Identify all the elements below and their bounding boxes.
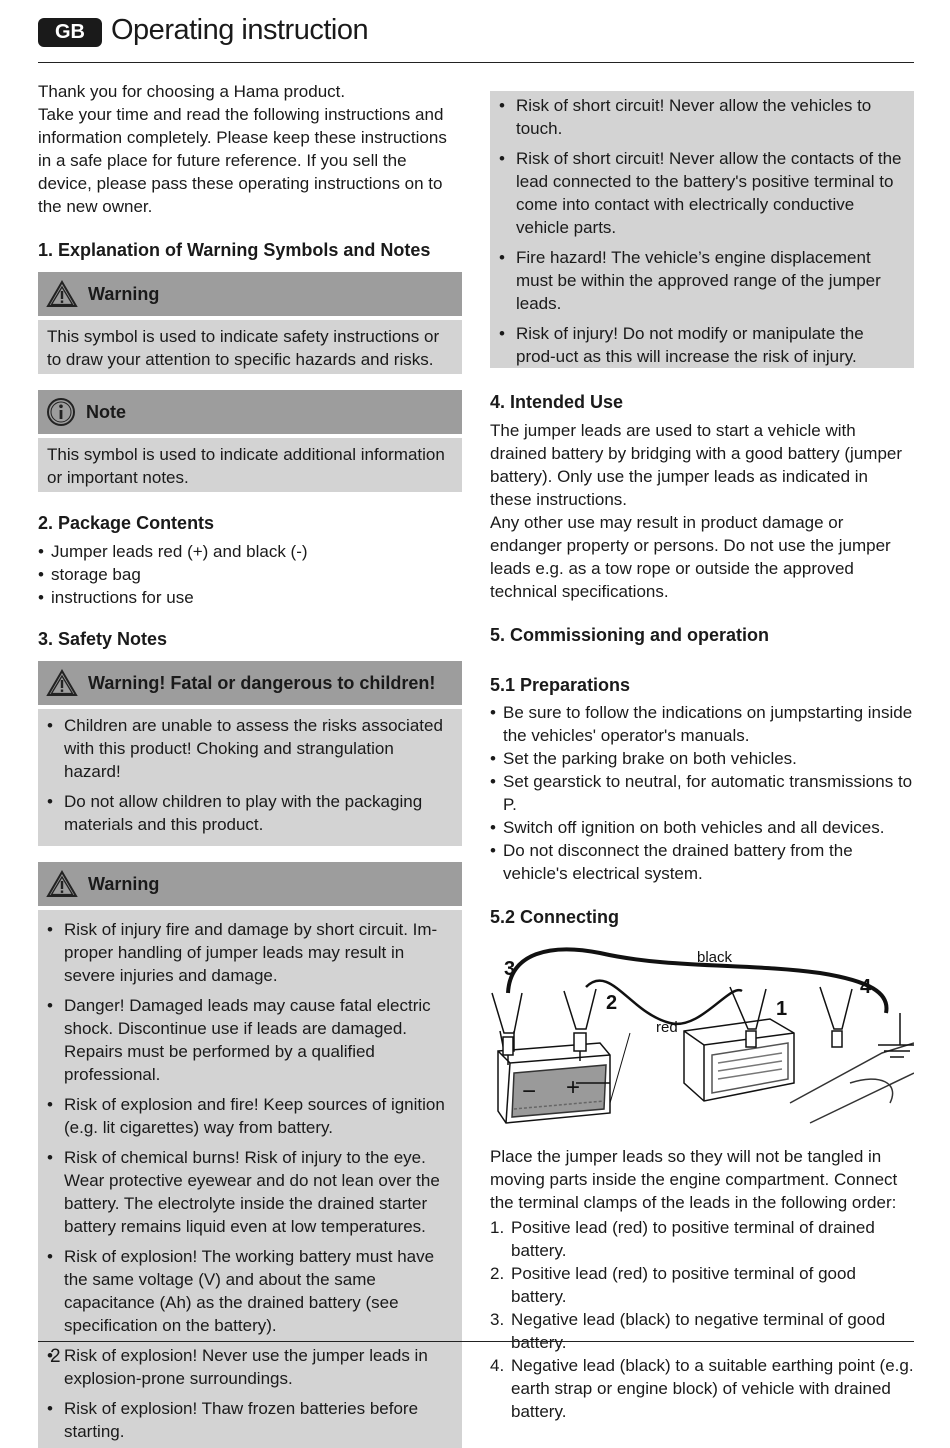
warning-triangle-icon — [46, 669, 78, 697]
intro-text: Thank you for choosing a Hama product. Take your time and read the following instructions and information completely. Please keep these instructions in a safe place for future reference. If you sell the device, please pass these operating instructions on to the new owner. — [38, 82, 447, 216]
drained-battery — [684, 1019, 794, 1101]
list-item: • Switch off ignition on both vehicles and all devices. — [490, 816, 914, 839]
info-circle-icon — [46, 397, 76, 427]
right-column — [490, 91, 914, 1423]
list-item: • instructions for use — [38, 586, 462, 609]
black-label: black — [697, 949, 733, 966]
preparations-list — [490, 701, 914, 885]
children-warning-list — [47, 714, 452, 836]
intended-use-text: The jumper leads are used to start a vehicle with drained battery by bridging with a good battery (jumper battery). Only use the jumper leads as indicated in these instructions. — [490, 421, 903, 509]
list-item: • Risk of short circuit! Never allow the vehicles to touch. — [499, 94, 904, 140]
list-item: • Danger! Damaged leads may cause fatal electric shock. Discontinue use if leads are damaged. Repairs must be performed by a qualified professional. — [47, 994, 452, 1086]
footer-rule — [38, 1341, 914, 1342]
list-item: • Risk of chemical burns! Risk of injury to the eye. Wear protective eyewear and do not lean over the battery. The electrolyte inside the drained starter battery remains liquid even at low temperatures. — [47, 1146, 452, 1238]
step-number: 4. — [490, 1356, 505, 1375]
warning-box-title — [38, 272, 462, 316]
list-item: • Be sure to follow the indications on jumpstarting inside the vehicles' operator's manuals. — [490, 701, 914, 747]
intended-use-text-2: Any other use may result in product damage or endanger property or persons. Do not use the jumper leads e.g. as a tow rope or outside the approved technical specifications. — [490, 513, 891, 601]
list-item: • Children are unable to assess the risks associated with this product! Choking and strangulation hazard! — [47, 714, 452, 783]
preparations-heading: 5.1 Preparations — [490, 675, 631, 695]
list-item: • Set gearstick to neutral, for automatic transmissions to P. — [490, 770, 914, 816]
section-5-heading: 5. Commissioning and operation — [490, 625, 770, 645]
note-label: Note — [86, 401, 126, 422]
safety-warning-continued — [490, 91, 914, 368]
step-text: Negative lead (black) to a suitable earthing point (e.g. earth strap or engine block) of vehicle with drained battery. — [511, 1356, 914, 1421]
step-number: 3. — [490, 1310, 505, 1329]
step-text: Positive lead (red) to positive terminal of good battery. — [511, 1264, 856, 1306]
list-item: • storage bag — [38, 563, 462, 586]
number-2-label: 2 — [606, 992, 618, 1014]
list-item: • Risk of injury! Do not modify or manipulate the prod-uct as this will increase the risk of injury. — [499, 322, 904, 368]
safety-warning-list — [47, 918, 452, 1443]
note-box-title — [38, 390, 462, 434]
page-header — [38, 12, 914, 63]
children-warning-title — [38, 661, 462, 705]
list-item: • Fire hazard! The vehicle’s engine displacement must be within the approved range of the jumper leads. — [499, 246, 904, 315]
number-1-label: 1 — [776, 998, 788, 1020]
package-contents-list — [38, 540, 462, 609]
page-number: 2 — [50, 1346, 61, 1367]
safety-warning-title — [38, 862, 462, 906]
step-text: Positive lead (red) to positive terminal of drained battery. — [511, 1218, 875, 1260]
clamp-4 — [820, 987, 852, 1047]
section-3-heading: 3. Safety Notes — [38, 629, 168, 649]
section-2-heading: 2. Package Contents — [38, 513, 215, 533]
page-title: Operating instruction — [111, 14, 369, 46]
step-number: 2. — [490, 1264, 505, 1283]
children-warning-label: Warning! Fatal or dangerous to children! — [88, 672, 436, 693]
red-label: red — [656, 1019, 678, 1036]
list-item: • Risk of explosion! Thaw frozen batteries before starting. — [47, 1397, 452, 1443]
list-item — [490, 1216, 914, 1262]
list-item: • Risk of explosion! The working battery must have the same voltage (V) and about the same capacitance (Ah) as the drained battery (see specification on the battery). — [47, 1245, 452, 1337]
list-item: • Risk of explosion! Never use the jumper leads in explosion-prone surroundings. — [47, 1344, 452, 1390]
safety-warning-box — [38, 862, 462, 1448]
list-item: • Set the parking brake on both vehicles. — [490, 747, 914, 770]
safety-warning-list-continued — [499, 94, 904, 368]
number-3-label: 3 — [504, 958, 516, 980]
connecting-heading: 5.2 Connecting — [490, 907, 620, 927]
number-4-label: 4 — [860, 976, 872, 998]
step-number: 1. — [490, 1218, 505, 1237]
list-item: • Risk of explosion and fire! Keep sources of ignition (e.g. lit cigarettes) way from battery. — [47, 1093, 452, 1139]
jumper-connection-diagram — [490, 933, 914, 1143]
connection-steps — [490, 1216, 914, 1423]
note-symbol-box — [38, 390, 462, 492]
minus-sign: − — [522, 1078, 537, 1105]
plus-sign: + — [566, 1074, 581, 1101]
warning-symbol-box — [38, 272, 462, 374]
note-box-body — [38, 438, 462, 492]
warning-triangle-icon — [46, 870, 78, 898]
list-item: • Risk of injury fire and damage by short circuit. Im-proper handling of jumper leads may result in severe injuries and damage. — [47, 918, 452, 987]
warning-box-body — [38, 320, 462, 374]
connecting-text: Place the jumper leads so they will not be tangled in moving parts inside the engine compartment. Connect the terminal clamps of the leads in the following order: — [490, 1147, 898, 1212]
section-1-heading: 1. Explanation of Warning Symbols and Notes — [38, 240, 431, 260]
list-item — [490, 1354, 914, 1423]
note-description: This symbol is used to indicate additional information or important notes. — [47, 445, 445, 487]
warning-description: This symbol is used to indicate safety instructions or to draw your attention to specific hazards and risks. — [47, 327, 440, 369]
list-item: • Do not allow children to play with the packaging materials and this product. — [47, 790, 452, 836]
warning-triangle-icon — [46, 280, 78, 308]
list-item: • Risk of short circuit! Never allow the contacts of the lead connected to the battery's positive terminal to come into contact with electrically conductive vehicle parts. — [499, 147, 904, 239]
step-text: Negative lead (black) to negative terminal of good battery. — [511, 1310, 886, 1352]
left-column — [38, 80, 462, 1448]
ground-symbol — [878, 1013, 914, 1057]
children-warning-body — [38, 709, 462, 846]
list-item — [490, 1262, 914, 1308]
safety-warning-body — [38, 910, 462, 1448]
list-item: • Do not disconnect the drained battery from the vehicle's electrical system. — [490, 839, 914, 885]
warning-label: Warning — [88, 283, 160, 304]
list-item — [490, 1308, 914, 1354]
section-4-heading: 4. Intended Use — [490, 392, 624, 412]
safety-warning-label: Warning — [88, 873, 160, 894]
language-badge: GB — [38, 18, 102, 47]
children-warning-box — [38, 661, 462, 846]
list-item: • Jumper leads red (+) and black (-) — [38, 540, 462, 563]
